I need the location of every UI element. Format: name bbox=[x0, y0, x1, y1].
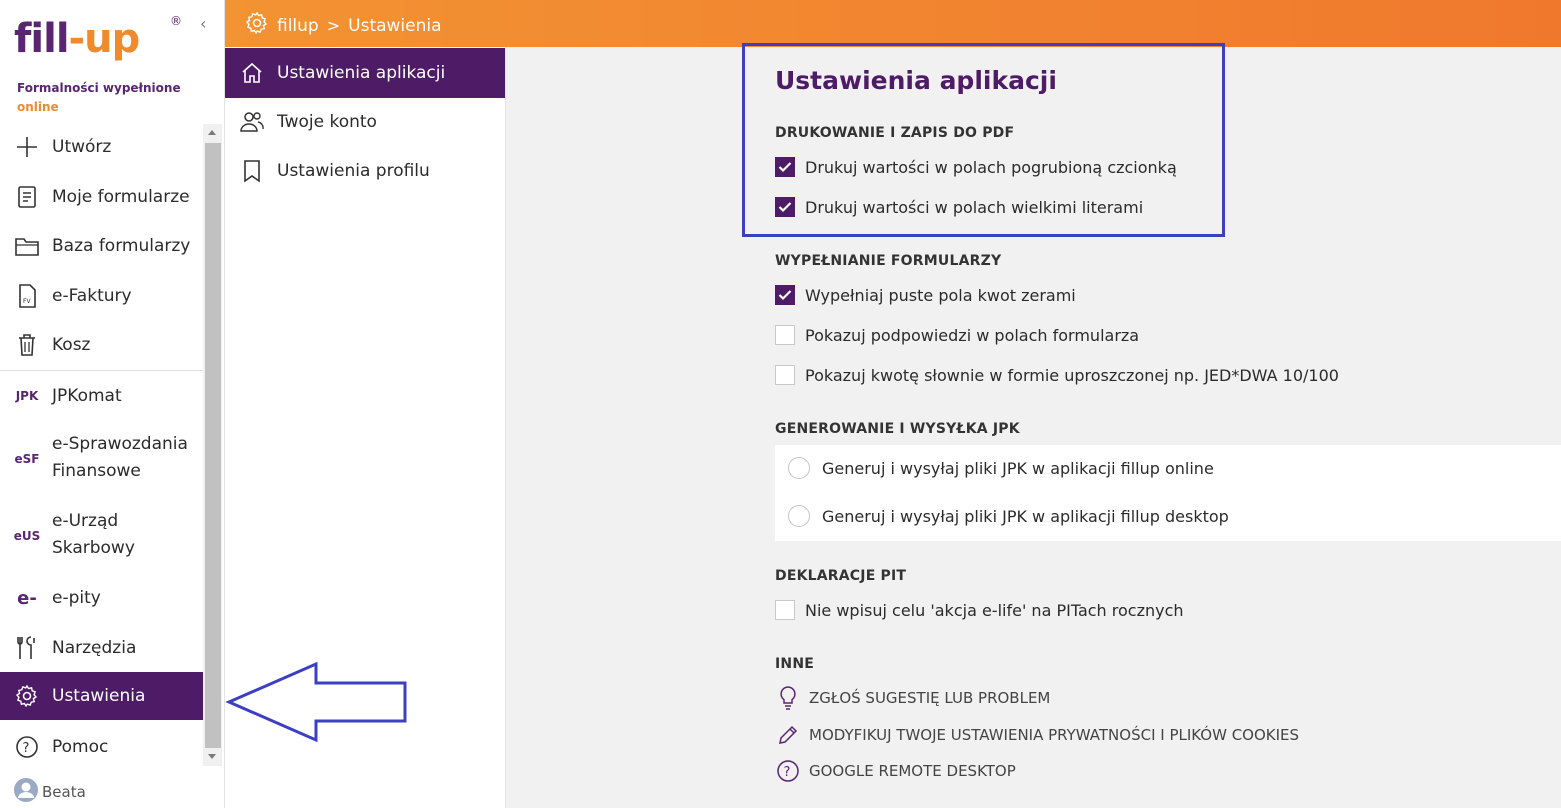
logo-text: fill-up bbox=[14, 16, 140, 62]
annotation-highlight-box bbox=[742, 43, 1225, 237]
sidebar-item-label: Moje formularze bbox=[52, 186, 190, 207]
checkbox-unchecked[interactable] bbox=[775, 365, 795, 385]
gear-icon bbox=[14, 683, 40, 709]
sidebar-item-utworz[interactable] bbox=[0, 132, 203, 162]
link-privacy-settings[interactable] bbox=[775, 722, 1299, 748]
scroll-down-arrow-icon[interactable] bbox=[208, 754, 216, 759]
svg-text:FV: FV bbox=[23, 298, 31, 305]
sidebar-item-label: Narzędzia bbox=[52, 637, 137, 658]
option-label: Pokazuj kwotę słownie w formie uproszczonej np. JED*DWA 10/100 bbox=[805, 365, 1339, 385]
sidebar-item-label: Kosz bbox=[52, 334, 91, 355]
option-label: Wypełniaj puste pola kwot zerami bbox=[805, 285, 1076, 305]
radio-jpk-desktop[interactable] bbox=[788, 505, 1229, 527]
tools-icon bbox=[14, 635, 40, 661]
breadcrumb bbox=[245, 11, 442, 40]
sidebar-item-label: Baza formularzy bbox=[52, 235, 191, 256]
sidebar-item-e-urzad-skarbowy[interactable] bbox=[0, 508, 203, 564]
option-fill-zeros[interactable] bbox=[775, 285, 1076, 305]
sidebar-item-moje-formularze[interactable] bbox=[0, 182, 203, 212]
subnav-item-label: Ustawienia aplikacji bbox=[277, 63, 446, 83]
top-bar bbox=[225, 0, 1561, 47]
jpk-icon: JPK bbox=[15, 389, 39, 403]
sidebar-item-kosz[interactable] bbox=[0, 330, 203, 360]
option-label: Nie wpisuj celu 'akcja e-life' na PITach rocznych bbox=[805, 600, 1184, 620]
svg-text:?: ? bbox=[783, 765, 791, 780]
link-report-suggestion[interactable] bbox=[775, 685, 1050, 711]
esf-icon: eSF bbox=[14, 452, 40, 466]
subnav-item-ustawienia-aplikacji[interactable] bbox=[225, 48, 505, 98]
annotation-arrow-icon bbox=[225, 660, 410, 744]
breadcrumb-app-link[interactable]: fillup bbox=[277, 15, 319, 36]
subnav-item-ustawienia-profilu[interactable] bbox=[225, 146, 505, 196]
sidebar-item-label-line-1: e-Sprawozdania bbox=[52, 434, 188, 454]
page-title: Ustawienia aplikacji bbox=[775, 66, 1057, 95]
folder-icon bbox=[14, 233, 40, 259]
sidebar-divider bbox=[0, 370, 203, 371]
sidebar-item-label-line-1: e-Urząd bbox=[52, 511, 119, 531]
sidebar-item-label-line-2: Skarbowy bbox=[52, 538, 135, 558]
section-title-fill: WYPEŁNIANIE FORMULARZY bbox=[775, 253, 1002, 269]
help-icon bbox=[775, 758, 801, 784]
checkbox-checked[interactable] bbox=[775, 285, 795, 305]
option-fill-amount-words[interactable] bbox=[775, 365, 1339, 385]
checkbox-unchecked[interactable] bbox=[775, 325, 795, 345]
sidebar-item-e-pity[interactable] bbox=[0, 583, 203, 613]
tagline-line-2: online bbox=[17, 100, 59, 114]
sidebar-scrollbar-thumb[interactable] bbox=[205, 143, 221, 748]
tagline-line-1: Formalności wypełnione bbox=[17, 81, 181, 95]
logo[interactable] bbox=[14, 14, 182, 72]
radio-jpk-online[interactable] bbox=[788, 457, 1214, 479]
sidebar bbox=[0, 0, 225, 808]
section-title-other: INNE bbox=[775, 656, 815, 672]
section-title-print: DRUKOWANIE I ZAPIS DO PDF bbox=[775, 125, 1015, 141]
help-icon bbox=[14, 734, 40, 760]
sidebar-item-e-faktury[interactable] bbox=[0, 281, 203, 311]
collapse-sidebar-icon[interactable]: ‹ bbox=[200, 14, 207, 33]
tagline bbox=[17, 79, 187, 117]
radio-button[interactable] bbox=[788, 457, 810, 479]
option-label: Drukuj wartości w polach pogrubioną czcionką bbox=[805, 157, 1177, 177]
option-fill-hints[interactable] bbox=[775, 325, 1139, 345]
sidebar-item-baza-formularzy[interactable] bbox=[0, 231, 203, 261]
sidebar-item-e-sprawozdania[interactable] bbox=[0, 431, 203, 487]
sidebar-item-label: e-Faktury bbox=[52, 285, 132, 306]
sidebar-item-label: Utwórz bbox=[52, 136, 112, 157]
sidebar-item-label: e-pity bbox=[52, 587, 101, 608]
option-label: Pokazuj podpowiedzi w polach formularza bbox=[805, 325, 1140, 345]
sidebar-item-label: JPKomat bbox=[52, 385, 122, 406]
sidebar-item-narzedzia[interactable] bbox=[0, 633, 203, 663]
gear-icon bbox=[245, 11, 269, 40]
document-icon bbox=[14, 184, 40, 210]
eus-icon: eUS bbox=[13, 529, 41, 543]
lightbulb-icon bbox=[775, 685, 801, 711]
sidebar-item-label: Ustawienia bbox=[52, 685, 146, 706]
plus-icon bbox=[14, 134, 40, 160]
pencil-icon bbox=[775, 722, 801, 748]
radio-label: Generuj i wysyłaj pliki JPK w aplikacji fillup desktop bbox=[822, 506, 1229, 526]
link-google-remote-desktop[interactable] bbox=[775, 758, 1016, 784]
invoice-icon bbox=[14, 283, 40, 309]
sidebar-item-jpkomat[interactable] bbox=[0, 381, 203, 411]
logo-registered-mark: ® bbox=[170, 14, 182, 28]
breadcrumb-separator: > bbox=[326, 16, 341, 35]
scroll-up-arrow-icon[interactable] bbox=[208, 130, 216, 135]
breadcrumb-current: Ustawienia bbox=[348, 15, 442, 36]
subnav-item-twoje-konto[interactable] bbox=[225, 97, 505, 147]
trash-icon bbox=[14, 332, 40, 358]
radio-label: Generuj i wysyłaj pliki JPK w aplikacji fillup online bbox=[822, 458, 1214, 478]
home-icon bbox=[239, 60, 265, 86]
link-label: ZGŁOŚ SUGESTIĘ LUB PROBLEM bbox=[809, 689, 1051, 707]
option-label: Drukuj wartości w polach wielkimi literami bbox=[805, 197, 1144, 217]
section-title-pit: DEKLARACJE PIT bbox=[775, 568, 907, 584]
sidebar-item-ustawienia[interactable] bbox=[0, 672, 203, 720]
user-name: Beata bbox=[42, 783, 86, 801]
svg-text:?: ? bbox=[22, 741, 30, 756]
epity-icon: e- bbox=[17, 587, 37, 609]
checkbox-unchecked[interactable] bbox=[775, 600, 795, 620]
link-label: MODYFIKUJ TWOJE USTAWIENIA PRYWATNOŚCI I PLIKÓW COOKIES bbox=[809, 726, 1300, 744]
jpk-radio-group bbox=[775, 445, 1561, 541]
sidebar-item-label-line-2: Finansowe bbox=[52, 461, 141, 481]
link-label: GOOGLE REMOTE DESKTOP bbox=[809, 762, 1016, 780]
sidebar-item-label: Pomoc bbox=[52, 736, 109, 757]
users-icon bbox=[239, 109, 265, 135]
radio-button[interactable] bbox=[788, 505, 810, 527]
option-pit-no-elife[interactable] bbox=[775, 600, 1184, 620]
section-title-jpk: GENEROWANIE I WYSYŁKA JPK bbox=[775, 421, 1020, 437]
avatar bbox=[14, 778, 38, 806]
user-account[interactable] bbox=[14, 778, 86, 806]
subnav-item-label: Twoje konto bbox=[277, 112, 377, 132]
sidebar-item-pomoc[interactable] bbox=[0, 732, 203, 762]
bookmark-icon bbox=[239, 158, 265, 184]
subnav-item-label: Ustawienia profilu bbox=[277, 161, 430, 181]
